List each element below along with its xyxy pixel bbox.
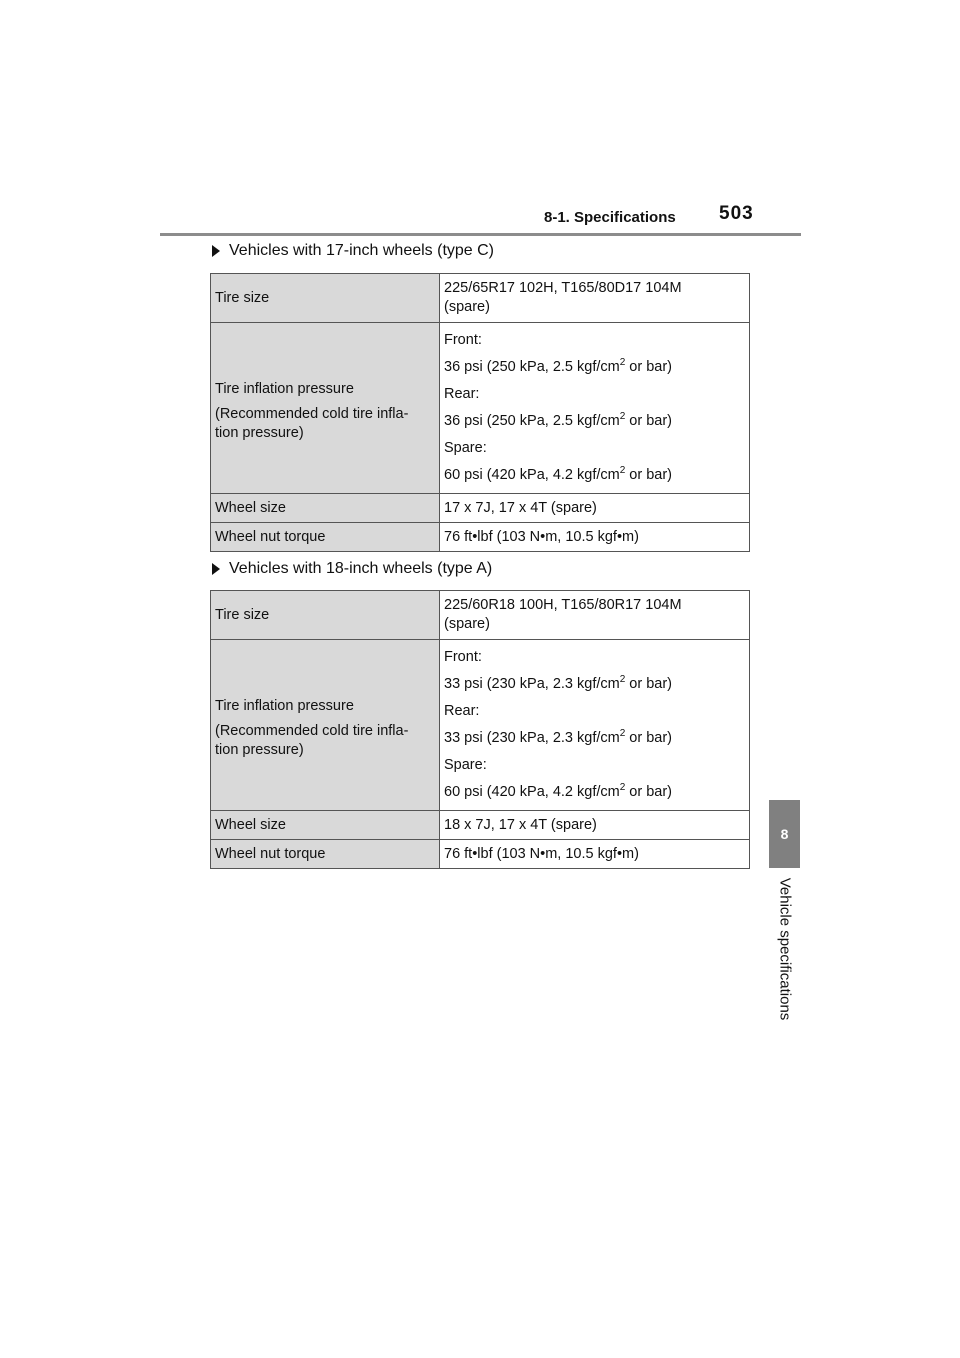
wheel-size-label: Wheel size [211, 811, 440, 840]
tire-size-label: Tire size [211, 274, 440, 323]
table-row [211, 640, 750, 811]
chapter-tab: 8 [769, 800, 800, 868]
spec-table-17in [210, 273, 750, 552]
wheel-size-label: Wheel size [211, 494, 440, 523]
page-number: 503 [719, 203, 754, 224]
inflation-pressure-value: Front: 36 psi (250 kPa, 2.5 kgf/$cm^2$ or bar) Rear: 36 psi (250 kPa, 2.5 kgf/$cm^2$ or bar) Spare: 60 psi (420 kPa, 4.2 kgf/$cm^2$ or bar) [440, 323, 750, 494]
inflation-pressure-label: Tire inflation pressure (Recommended cold tire infla- tion pressure) [211, 323, 440, 494]
section-heading-18in [212, 560, 492, 578]
spec-table-18in [210, 590, 750, 869]
table-row [211, 591, 750, 640]
header-rule [160, 233, 801, 236]
tire-size-value: 225/60R18 100H, T165/80R17 104M (spare) [440, 591, 750, 640]
inflation-pressure-label: Tire inflation pressure (Recommended cold tire infla- tion pressure) [211, 640, 440, 811]
section-heading-text: Vehicles with 18-inch wheels (type A) [229, 560, 493, 577]
tire-size-label: Tire size [211, 591, 440, 640]
wheel-size-value: 18 x 7J, 17 x 4T (spare) [440, 811, 750, 840]
chapter-label: Vehicle specifications [776, 877, 794, 1021]
section-title: 8-1. Specifications [544, 209, 676, 226]
wheel-size-value: 17 x 7J, 17 x 4T (spare) [440, 494, 750, 523]
wheel-nut-torque-label: Wheel nut torque [211, 523, 440, 552]
wheel-nut-torque-value: 76 ft•lbf (103 N•m, 10.5 kgf•m) [440, 840, 750, 869]
table-row [211, 840, 750, 869]
table-row [211, 494, 750, 523]
wheel-nut-torque-value: 76 ft•lbf (103 N•m, 10.5 kgf•m) [440, 523, 750, 552]
table-row [211, 323, 750, 494]
table-row [211, 523, 750, 552]
section-heading-text: Vehicles with 17-inch wheels (type C) [229, 242, 495, 259]
table-row [211, 274, 750, 323]
triangle-bullet-icon [212, 563, 220, 575]
tire-size-value: 225/65R17 102H, T165/80D17 104M (spare) [440, 274, 750, 323]
inflation-pressure-value: Front: 33 psi (230 kPa, 2.3 kgf/$cm^2$ or bar) Rear: 33 psi (230 kPa, 2.3 kgf/$cm^2$ or bar) Spare: 60 psi (420 kPa, 4.2 kgf/$cm^2$ or bar) [440, 640, 750, 811]
section-heading-17in [212, 242, 494, 260]
table-row [211, 811, 750, 840]
triangle-bullet-icon [212, 245, 220, 257]
wheel-nut-torque-label: Wheel nut torque [211, 840, 440, 869]
